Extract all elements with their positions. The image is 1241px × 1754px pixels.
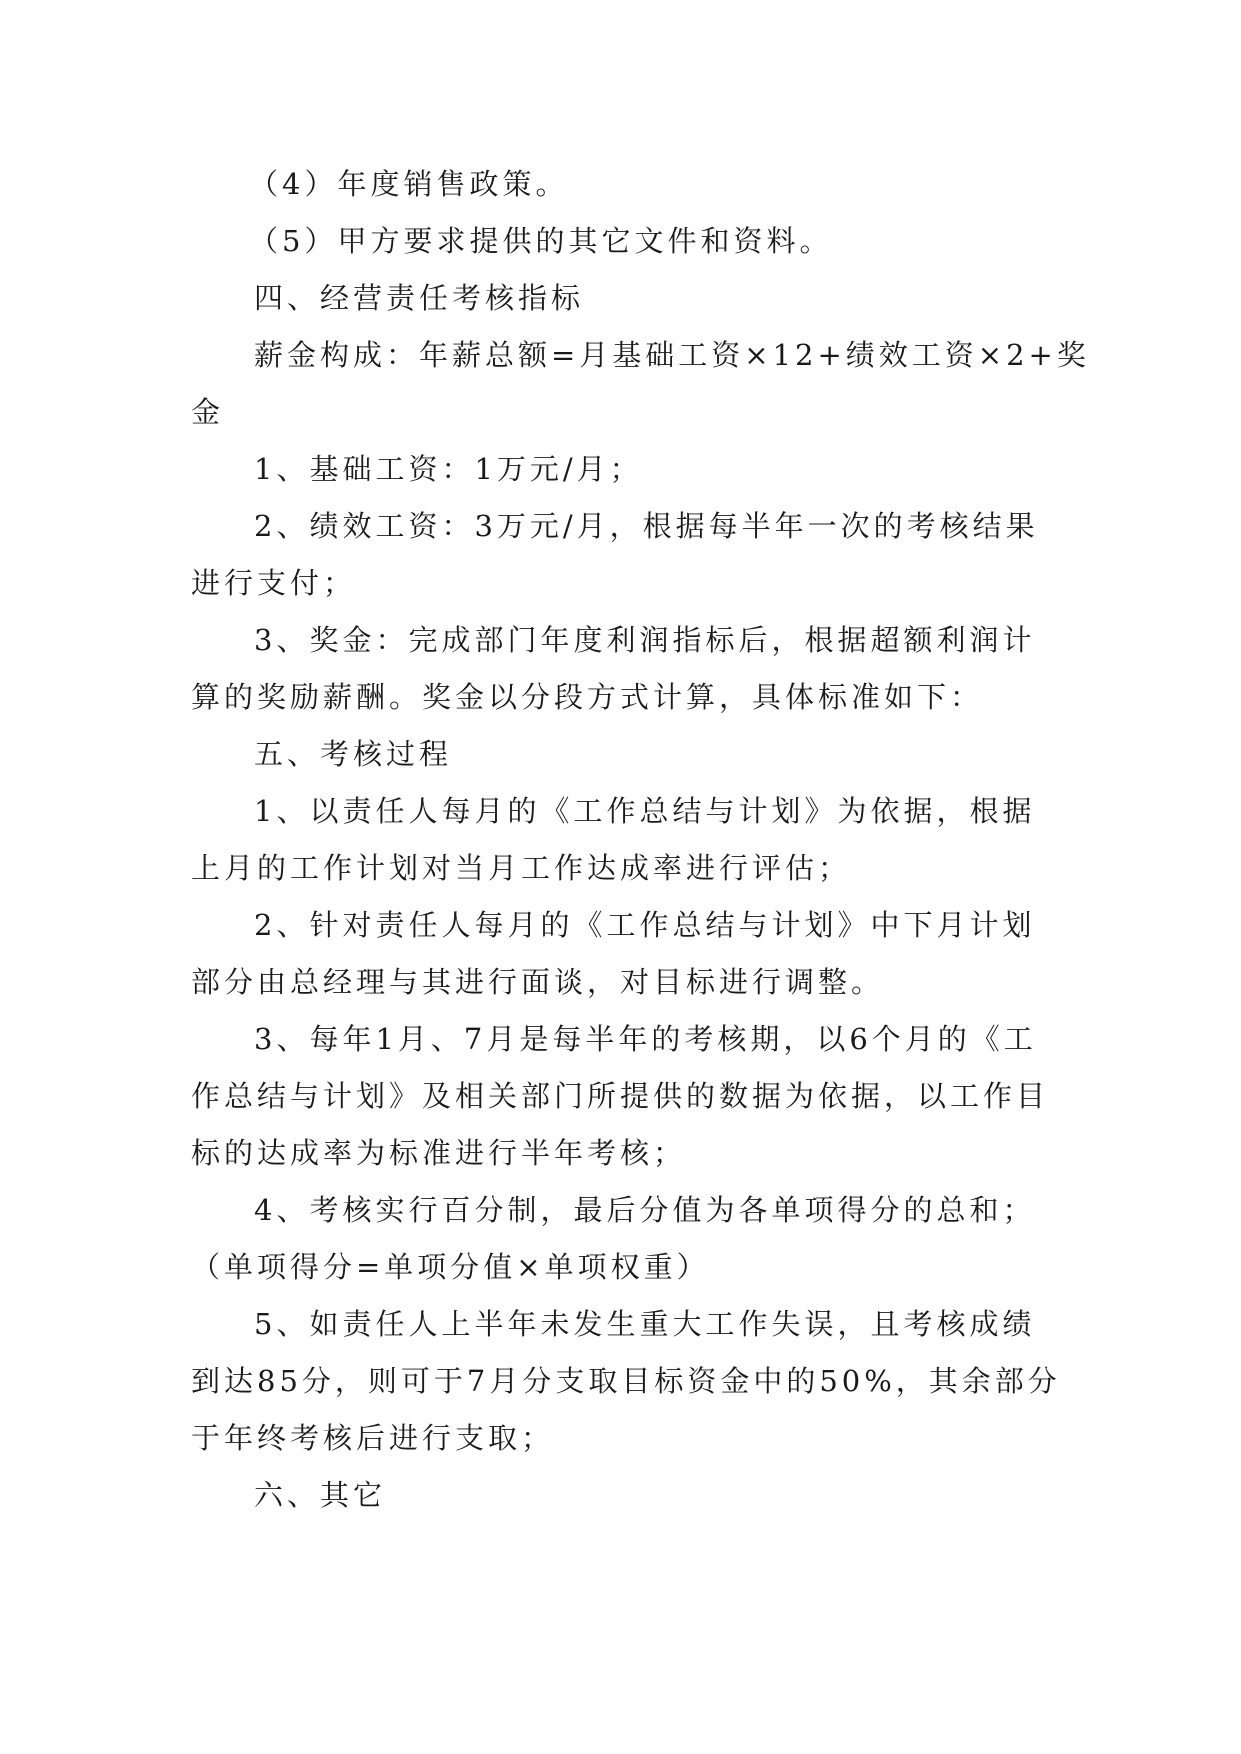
list-item-process-2: 2、针对责任人每月的《工作总结与计划》中下月计划 (254, 908, 1036, 942)
list-item-process-4-cont: （单项得分=单项分值×单项权重） (191, 1250, 710, 1284)
list-item-bonus: 3、奖金：完成部门年度利润指标后，根据超额利润计 (254, 623, 1036, 657)
section-heading-other: 六、其它 (254, 1478, 387, 1512)
list-item-process-4: 4、考核实行百分制，最后分值为各单项得分的总和； (254, 1193, 1036, 1227)
list-item-base-salary: 1、基础工资：1万元/月； (254, 452, 643, 486)
list-item-process-5-cont-2: 于年终考核后进行支取； (191, 1421, 555, 1455)
list-item-performance-salary-cont: 进行支付； (191, 566, 357, 600)
list-item-process-3: 3、每年1月、7月是每半年的考核期，以6个月的《工 (254, 1022, 1037, 1056)
list-item-process-3-cont-2: 标的达成率为标准进行半年考核； (191, 1136, 687, 1170)
list-item-other-documents: （5）甲方要求提供的其它文件和资料。 (249, 224, 833, 258)
document-body (191, 156, 1090, 1524)
list-item-sales-policy: （4）年度销售政策。 (249, 167, 569, 201)
list-item-performance-salary: 2、绩效工资：3万元/月，根据每半年一次的考核结果 (254, 509, 1039, 543)
list-item-process-1-cont: 上月的工作计划对当月工作达成率进行评估； (191, 851, 852, 885)
list-item-process-1: 1、以责任人每月的《工作总结与计划》为依据，根据 (254, 794, 1036, 828)
list-item-process-5-cont-1: 到达85分，则可于7月分支取目标资金中的50%，其余部分 (191, 1364, 1061, 1398)
list-item-process-5: 5、如责任人上半年未发生重大工作失误，且考核成绩 (254, 1307, 1036, 1341)
list-item-bonus-cont: 算的奖励薪酬。奖金以分段方式计算，具体标准如下： (191, 680, 984, 714)
list-item-process-3-cont-1: 作总结与计划》及相关部门所提供的数据为依据，以工作目 (191, 1079, 1050, 1113)
paragraph-salary-composition-cont: 金 (191, 395, 225, 429)
paragraph-salary-composition: 薪金构成：年薪总额=月基础工资×12+绩效工资×2+奖 (254, 338, 1090, 372)
list-item-process-2-cont: 部分由总经理与其进行面谈，对目标进行调整。 (191, 965, 885, 999)
section-heading-assessment-process: 五、考核过程 (254, 737, 453, 771)
section-heading-assessment-indicators: 四、经营责任考核指标 (254, 281, 585, 315)
